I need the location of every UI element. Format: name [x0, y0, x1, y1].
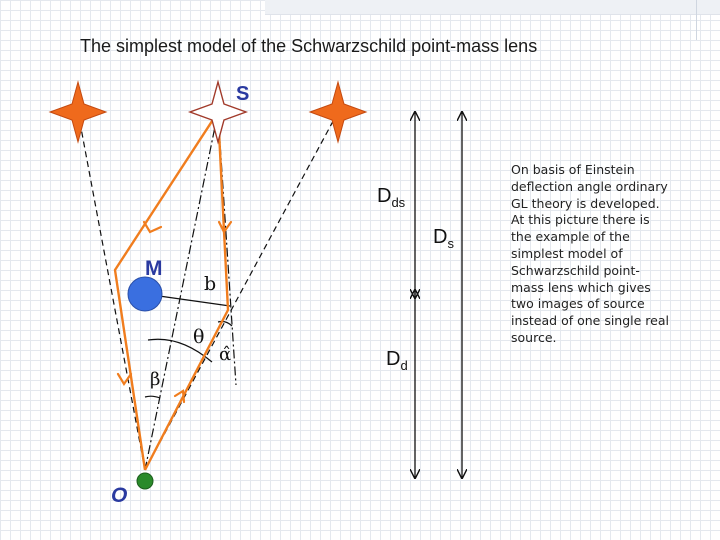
beta-label: β — [150, 369, 161, 390]
lens-mass-icon — [128, 277, 162, 311]
slide-title: The simplest model of the Schwarzschild point-mass lens — [80, 36, 538, 56]
observer-icon — [137, 473, 153, 489]
distance-d-label: $D_d$ — [386, 348, 408, 373]
left-image-star-icon — [50, 82, 106, 142]
mass-label: M — [145, 257, 163, 280]
right-image-star-icon — [310, 82, 366, 142]
beta-arc — [145, 396, 160, 398]
slide-description: On basis of Einstein deflection angle ordinary GL theory is developed. At this picture there is the example of the simplest model of Schwarzschild point-mass lens which gives two images of source instead of one single real source. — [511, 162, 669, 345]
source-label: S — [236, 83, 250, 105]
theta-label: θ — [193, 326, 205, 348]
alpha-hat-label: α̂ — [219, 344, 232, 365]
distance-s-label: $D_s$ — [433, 226, 454, 251]
ray-arrows — [118, 222, 231, 402]
impact-parameter-label: b — [204, 273, 217, 295]
observer-label: O — [111, 484, 128, 507]
distance-ds-label: $D_{ds}$ — [377, 185, 406, 210]
